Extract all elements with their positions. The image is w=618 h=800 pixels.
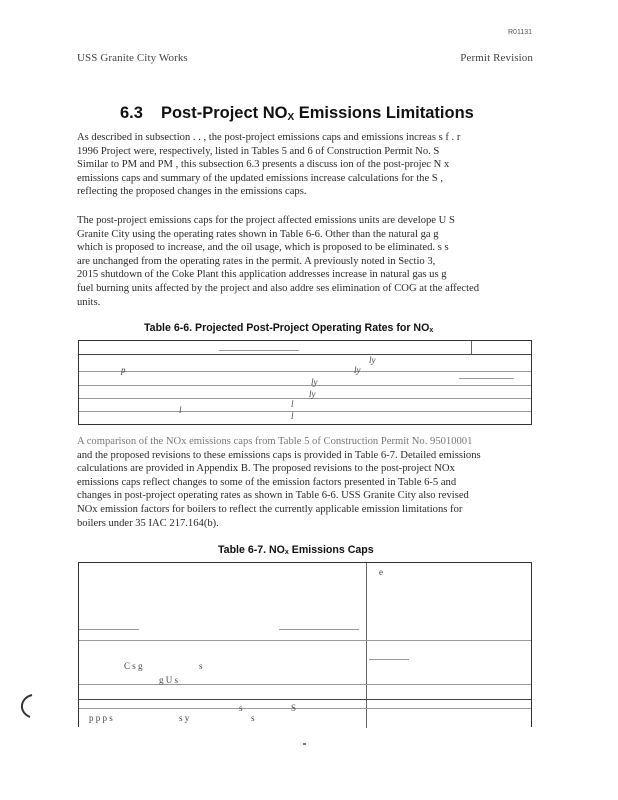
table-rule xyxy=(79,354,531,355)
table-rule xyxy=(459,378,514,379)
cell-fragment: ly xyxy=(309,389,316,399)
header-doc-type: Permit Revision xyxy=(460,52,533,64)
page-number-mark xyxy=(303,743,306,745)
text-line: calculations are provided in Appendix B. The proposed revisions to the post-project NOx xyxy=(77,463,455,475)
caption-text: Table 6-6. Projected Post-Project Operating Rates for NO xyxy=(144,322,430,334)
text-line: Granite City using the operating rates shown in Table 6-6. Other than the natural ga g xyxy=(77,228,439,240)
table-rule xyxy=(366,563,367,728)
section-title-rest: Emissions Limitations xyxy=(294,104,474,122)
cell-fragment: s xyxy=(199,661,203,671)
text-line: units. xyxy=(77,296,101,308)
caption-sub: x xyxy=(284,549,289,556)
cell-fragment: p p p s xyxy=(89,713,113,723)
caption-text: Emissions Caps xyxy=(288,544,374,556)
cell-fragment: e xyxy=(379,567,383,577)
cell-fragment: l xyxy=(179,405,182,415)
text-line: As described in subsection . . , the post-project emissions caps and emissions increas s f . r xyxy=(77,132,461,143)
text-line: 2015 shutdown of the Coke Plant this application addresses increase in natural gas us g xyxy=(77,269,447,281)
cell-fragment: S xyxy=(291,703,297,713)
table-6-6-caption xyxy=(144,322,433,334)
cell-fragment: s xyxy=(251,713,255,723)
table-rule xyxy=(79,371,531,372)
cell-fragment: ly xyxy=(311,377,318,387)
section-title-sub: X xyxy=(287,112,295,123)
document-stamp: R01131 xyxy=(508,29,533,36)
text-line: The post-project emissions caps for the project affected emissions units are develope U S xyxy=(77,215,455,226)
text-line: A comparison of the NOx emissions caps from Table 5 of Construction Permit No. 95010001 xyxy=(77,436,473,447)
cell-fragment: s y xyxy=(179,713,190,723)
caption-sub: x xyxy=(429,327,434,334)
text-line: emissions caps reflect changes to some of the emission factors presented in Table 6-5 and xyxy=(77,476,457,488)
text-line: are unchanged from the operating rates in the permit. A previously noted in Sectio 3, xyxy=(77,255,436,267)
cell-fragment: p xyxy=(121,365,126,375)
text-line: changes in post-project operating rates as shown in Table 6-6. USS Granite City also revised xyxy=(77,490,469,502)
header-company: USS Granite City Works xyxy=(77,52,188,64)
table-rule xyxy=(369,659,409,660)
text-line: and the proposed revisions to these emissions caps is provided in Table 6-7. Detailed emissions xyxy=(77,449,481,461)
cell-fragment: ly xyxy=(354,365,361,375)
cell-fragment: l xyxy=(291,411,294,421)
paragraph-3 xyxy=(77,435,537,530)
paragraph-2 xyxy=(77,214,537,309)
table-rule xyxy=(279,629,359,630)
section-title-main: Post-Project NO xyxy=(160,104,288,122)
table-rule xyxy=(79,640,531,641)
text-line: NOx emission factors for boilers to reflect the currently applicable emission limitations for xyxy=(77,503,463,515)
section-heading xyxy=(120,104,474,123)
cell-fragment: ly xyxy=(369,355,376,365)
cell-fragment: C s g xyxy=(124,661,143,671)
table-rule xyxy=(79,629,139,630)
paragraph-1 xyxy=(77,131,537,199)
table-rule xyxy=(471,341,472,354)
text-line: emissions caps and summary of the updated emissions increase calculations for the S , xyxy=(77,172,443,184)
text-line: Similar to PM and PM , this subsection 6.3 presents a discuss ion of the post-projec N x xyxy=(77,159,450,171)
text-line: which is proposed to increase, and the oil usage, which is proposed to be eliminated. s s xyxy=(77,242,449,254)
cell-fragment: s xyxy=(239,703,243,713)
text-line: reflecting the proposed changes in the emissions caps. xyxy=(77,186,307,198)
section-number: 6.3 xyxy=(120,104,143,122)
text-line: boilers under 35 IAC 217.164(b). xyxy=(77,517,219,529)
scan-margin-mark xyxy=(14,692,38,720)
cell-fragment: g U s xyxy=(159,675,179,685)
table-6-7 xyxy=(78,562,532,727)
table-6-7-caption xyxy=(218,544,374,556)
cell-fragment: l xyxy=(291,399,294,409)
table-rule xyxy=(79,708,531,709)
text-line: fuel burning units affected by the project and also addre ses elimination of COG at the affected xyxy=(77,282,480,294)
table-6-6 xyxy=(78,340,532,425)
table-rule xyxy=(79,699,531,700)
table-rule xyxy=(79,684,531,685)
table-rule xyxy=(219,350,299,351)
text-line: 1996 Project were, respectively, listed in Tables 5 and 6 of Construction Permit No. S xyxy=(77,145,440,157)
table-rule xyxy=(79,385,531,386)
caption-text: Table 6-7. NO xyxy=(218,544,285,556)
table-rule xyxy=(79,398,531,399)
table-rule xyxy=(79,411,531,412)
